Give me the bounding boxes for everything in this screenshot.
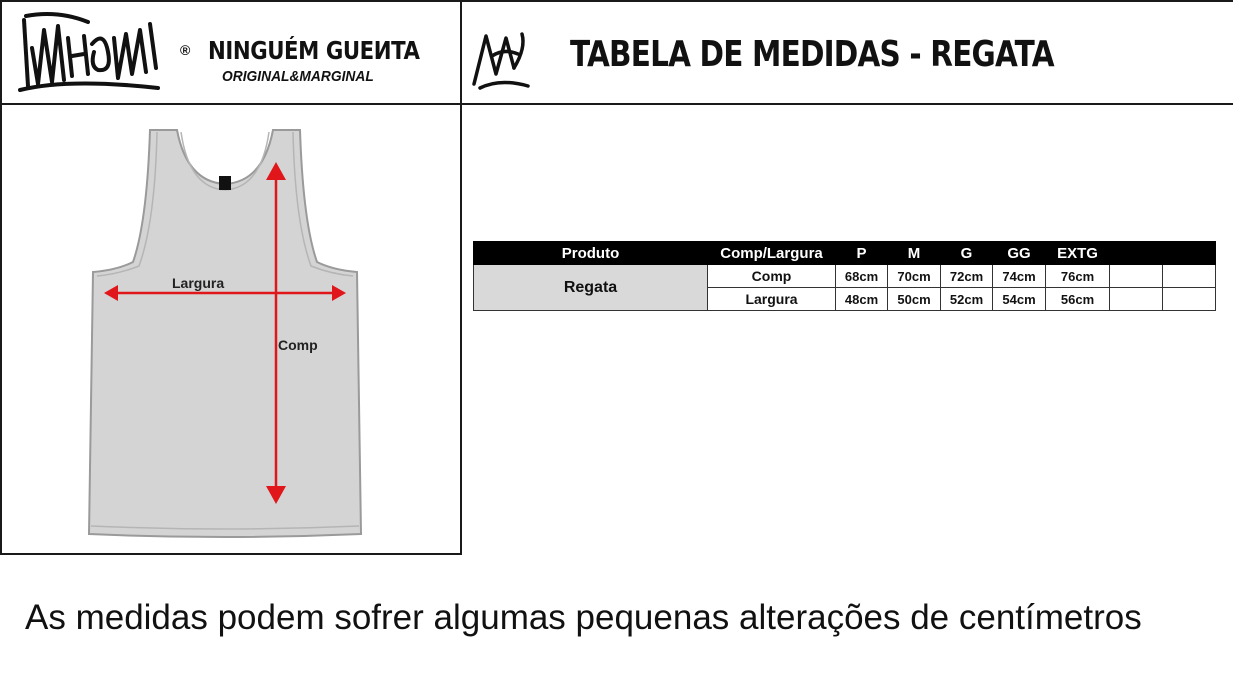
header-empty-2 [1163,242,1216,265]
tank-top-diagram [85,122,365,544]
brand-tagline: ORIGINAL&MARGINAL [222,68,374,85]
size-table [473,241,1216,311]
header-empty-1 [1110,242,1163,265]
frame-left-line [0,0,2,555]
table-cell [1163,288,1216,311]
tank-top-body [89,130,361,537]
row-label-comp: Comp [708,265,836,288]
frame-vertical-divider [460,0,462,555]
width-label: Largura [172,275,225,291]
page-title: TABELA DE MEDIDAS - REGATA [570,34,1054,75]
frame-header-divider [0,103,1233,105]
table-cell: 76cm [1046,265,1110,288]
header-size-g: G [941,242,993,265]
graffiti-monogram-logo-icon [470,28,530,90]
header-size-extg: EXTG [1046,242,1110,265]
table-cell [1110,288,1163,311]
brand-name: NINGUÉM GUEИTA [208,36,420,65]
length-arrow [264,162,288,504]
registered-mark: ® [180,42,191,58]
table-cell: 54cm [993,288,1046,311]
neck-label-icon [219,176,231,190]
length-label: Comp [278,337,318,353]
header-size-p: P [836,242,888,265]
table-cell [1110,265,1163,288]
table-cell: 68cm [836,265,888,288]
header-size-gg: GG [993,242,1046,265]
frame-bottom-line [0,553,462,555]
table-cell: 72cm [941,265,993,288]
row-label-largura: Largura [708,288,836,311]
header-comp-largura: Comp/Largura [708,242,836,265]
table-cell [1163,265,1216,288]
table-cell: 70cm [888,265,941,288]
frame-top-line [0,0,1233,2]
measurement-disclaimer: As medidas podem sofrer algumas pequenas alterações de centímetros [25,598,1142,637]
table-cell: 48cm [836,288,888,311]
table-cell: 56cm [1046,288,1110,311]
header-size-m: M [888,242,941,265]
graffiti-tag-logo-icon [18,8,163,96]
table-cell: 50cm [888,288,941,311]
table-cell: 74cm [993,265,1046,288]
table-row [474,265,1216,288]
width-arrow [104,283,346,303]
table-cell: 52cm [941,288,993,311]
table-header-row [474,242,1216,265]
product-cell: Regata [474,265,708,311]
header-produto: Produto [474,242,708,265]
